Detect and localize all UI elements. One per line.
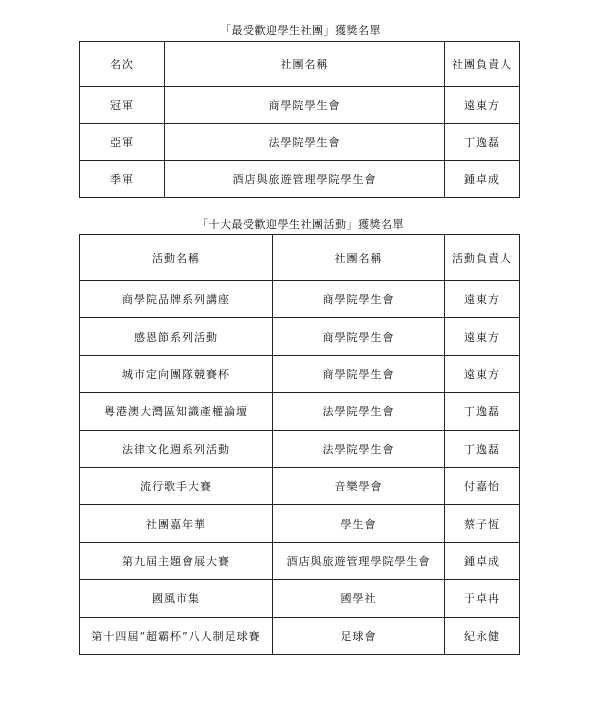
activity-name-cell: 商學院品牌系列講座 — [80, 281, 273, 318]
leader-cell: 鍾卓成 — [445, 542, 520, 579]
awards-title-activities: 「十大最受歡迎學生社團活動」獲獎名單 — [197, 218, 404, 231]
rank-cell: 冠軍 — [80, 87, 165, 124]
leader-cell: 丁逸磊 — [445, 393, 520, 430]
activity-name-cell: 社團嘉年華 — [80, 505, 273, 542]
club-name-cell: 國學社 — [273, 580, 445, 617]
leader-cell: 付嘉怡 — [445, 467, 520, 504]
activity-name-cell: 城市定向團隊競賽杯 — [80, 355, 273, 392]
table-row — [80, 430, 520, 467]
header-activity-leader: 活動負責人 — [445, 235, 520, 281]
leader-cell: 遠東方 — [445, 281, 520, 318]
club-name-cell: 酒店與旅遊管理學院學生會 — [165, 161, 445, 198]
header-club-name: 社團名稱 — [165, 42, 445, 87]
leader-cell: 遠東方 — [445, 318, 520, 355]
club-name-cell: 商學院學生會 — [273, 318, 445, 355]
header-activity-name: 活動名稱 — [80, 235, 273, 281]
table-row — [80, 87, 520, 124]
leader-cell: 于卓冉 — [445, 580, 520, 617]
club-name-cell: 法學院學生會 — [273, 393, 445, 430]
table-row — [80, 161, 520, 198]
leader-cell: 紀永健 — [445, 617, 520, 654]
rank-cell: 季軍 — [80, 161, 165, 198]
leader-cell: 遠東方 — [445, 87, 520, 124]
activity-name-cell: 感恩節系列活動 — [80, 318, 273, 355]
table-row — [80, 617, 520, 654]
table-row — [80, 281, 520, 318]
club-name-cell: 商學院學生會 — [165, 87, 445, 124]
leader-cell: 丁逸磊 — [445, 430, 520, 467]
header-club-leader: 社團負責人 — [445, 42, 520, 87]
header-rank: 名次 — [80, 42, 165, 87]
rank-cell: 亞軍 — [80, 124, 165, 161]
table-header-row — [80, 235, 520, 281]
club-name-cell: 法學院學生會 — [273, 430, 445, 467]
club-name-cell: 商學院學生會 — [273, 281, 445, 318]
header-club-name: 社團名稱 — [273, 235, 445, 281]
club-name-cell: 足球會 — [273, 617, 445, 654]
activity-name-cell: 法律文化週系列活動 — [80, 430, 273, 467]
leader-cell: 遠東方 — [445, 355, 520, 392]
leader-cell: 丁逸磊 — [445, 124, 520, 161]
leader-cell: 鍾卓成 — [445, 161, 520, 198]
club-name-cell: 音樂學會 — [273, 467, 445, 504]
table-row — [80, 580, 520, 617]
club-name-cell: 法學院學生會 — [165, 124, 445, 161]
club-name-cell: 學生會 — [273, 505, 445, 542]
club-name-cell: 酒店與旅遊管理學院學生會 — [273, 542, 445, 579]
activity-name-cell: 第九屆主題會展大賽 — [80, 542, 273, 579]
activity-name-cell: 第十四屆“超霸杯”八人制足球賽 — [80, 617, 273, 654]
table-row — [80, 124, 520, 161]
table-header-row — [80, 42, 520, 87]
table-row — [80, 467, 520, 504]
table-row — [80, 393, 520, 430]
awards-title-clubs: 「最受歡迎學生社團」獲獎名單 — [220, 24, 381, 37]
table-row — [80, 355, 520, 392]
activity-name-cell: 粵港澳大灣區知識產權論壇 — [80, 393, 273, 430]
table-row — [80, 542, 520, 579]
table-row — [80, 318, 520, 355]
activity-name-cell: 國風市集 — [80, 580, 273, 617]
club-name-cell: 商學院學生會 — [273, 355, 445, 392]
table-row — [80, 505, 520, 542]
clubs-awards-table — [79, 41, 520, 198]
leader-cell: 蔡子恆 — [445, 505, 520, 542]
activity-name-cell: 流行歌手大賽 — [80, 467, 273, 504]
activities-awards-table — [79, 234, 520, 655]
